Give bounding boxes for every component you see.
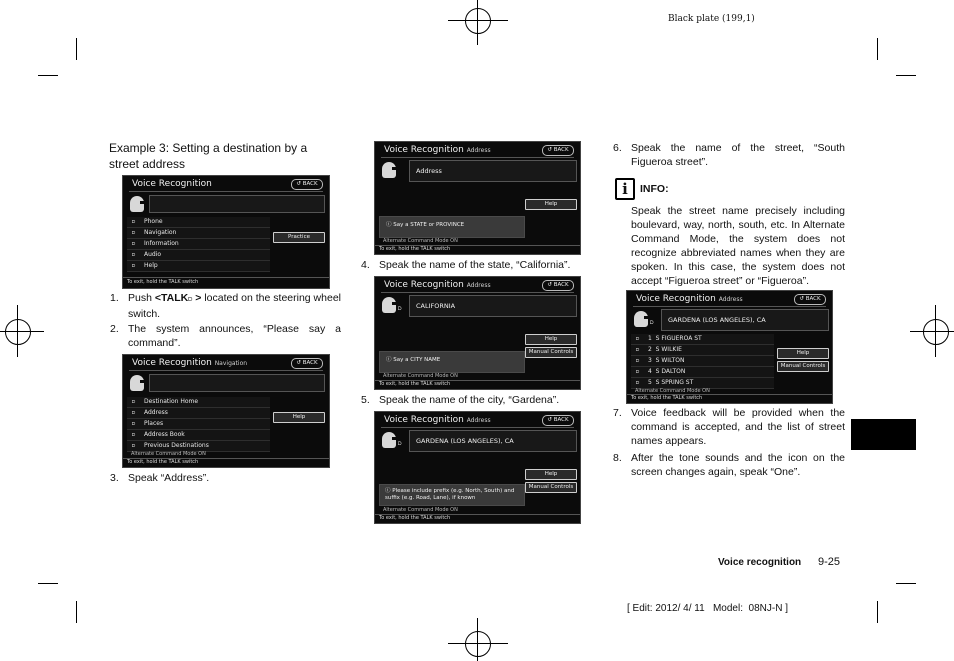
help-button[interactable]: Help — [525, 334, 577, 345]
voice-face-icon — [634, 311, 648, 327]
voice-command-icon: ⫐ — [636, 336, 640, 342]
input-field — [149, 374, 325, 392]
list-item[interactable]: ⫐ Destination Home — [127, 397, 270, 408]
screen-title: Voice Recognition — [384, 145, 464, 155]
alternate-mode-label: Alternate Command Mode ON — [383, 373, 458, 379]
plate-label: Black plate (199,1) — [668, 14, 755, 24]
voice-wave-icon: ⫐ — [398, 440, 402, 447]
list-item[interactable]: ⫐ Help — [127, 261, 270, 272]
alternate-mode-label: Alternate Command Mode ON — [383, 507, 458, 513]
alternate-mode-label: Alternate Command Mode ON — [131, 451, 206, 457]
voice-wave-icon: ⫐ — [398, 305, 402, 312]
exit-hint: To exit, hold the TALK switch — [379, 381, 451, 387]
street-list-item[interactable]: ⫐ 4 S DALTON — [631, 367, 774, 378]
exit-hint: To exit, hold the TALK switch — [379, 515, 451, 521]
voice-face-icon — [382, 162, 396, 178]
city-field: GARDENA (LOS ANGELES), CA — [409, 430, 577, 452]
back-button[interactable]: ↺ BACK — [542, 415, 574, 426]
help-button[interactable]: Help — [525, 199, 577, 210]
crop-mark-br-v — [877, 601, 878, 623]
city-field: GARDENA (LOS ANGELES), CA — [661, 309, 829, 331]
voice-face-icon — [382, 297, 396, 313]
prompt-message: ⓘ Say a CITY NAME — [379, 351, 525, 373]
alternate-mode-label: Alternate Command Mode ON — [383, 238, 458, 244]
list-item[interactable]: ⫐ Audio — [127, 250, 270, 261]
exit-hint: To exit, hold the TALK switch — [127, 459, 199, 465]
voice-face-icon — [130, 196, 144, 212]
crop-mark-br-h — [896, 583, 916, 584]
voice-face-icon — [382, 432, 396, 448]
voice-command-icon: ⫐ — [132, 443, 136, 449]
info-text: Speak the street name precisely including boulevard, way, north, south, etc. In Alternate Command Mode, the system does not recognize abbreviated names when they are spoken. In this case, the system does not accept “Figueroa street” or “Figueroa”. — [631, 205, 845, 287]
list-item[interactable]: ⫐ Phone — [127, 217, 270, 228]
info-label: INFO: — [640, 183, 669, 195]
footer-section-name: Voice recognition — [718, 557, 802, 568]
chapter-side-tab — [851, 419, 916, 450]
voice-command-icon: ⫐ — [636, 369, 640, 375]
alternate-mode-label: Alternate Command Mode ON — [635, 388, 710, 394]
help-button[interactable]: Help — [273, 412, 325, 423]
voice-command-icon: ⫐ — [636, 347, 640, 353]
screen-title: Voice Recognition — [384, 415, 464, 425]
voice-command-icon: ⫐ — [636, 380, 640, 386]
back-button[interactable]: ↺ BACK — [542, 145, 574, 156]
back-button[interactable]: ↺ BACK — [794, 294, 826, 305]
crop-mark-tl-v — [76, 38, 77, 60]
manual-controls-button[interactable]: Manual Controls — [525, 347, 577, 358]
prompt-message: ⓘ Please include prefix (e.g. North, South) and suffix (e.g. Road, Lane), if known — [379, 484, 525, 506]
address-field: Address — [409, 160, 577, 182]
info-icon: ⓘ — [385, 488, 391, 494]
back-button[interactable]: ↺ BACK — [291, 358, 323, 369]
voice-command-icon: ⫐ — [132, 263, 136, 269]
voice-command-icon: ⫐ — [132, 399, 136, 405]
voice-face-icon — [130, 375, 144, 391]
list-item[interactable]: ⫐ Address Book — [127, 430, 270, 441]
screen-voice-recognition-street-list: Voice Recognition Address ↺ BACK ⫐ GARDENA (LOS ANGELES), CA ⫐ 1 S FIGUEROA ST ⫐ 2 S WILKIE ⫐ 3 S WILTON ⫐ 4 S DALTON ⫐ 5 S SPRING ST Help Manual Controls Alternate Command Mode ON To exit, hold the TALK switch — [626, 290, 833, 404]
voice-command-icon: ⫐ — [132, 219, 136, 225]
edit-info: [ Edit: 2012/ 4/ 11 Model: 08NJ-N ] — [627, 603, 789, 614]
screen-title: Voice Recognition — [132, 358, 212, 368]
voice-command-icon: ⫐ — [132, 241, 136, 247]
list-item[interactable]: ⫐ Information — [127, 239, 270, 250]
state-field: CALIFORNIA — [409, 295, 577, 317]
manual-controls-button[interactable]: Manual Controls — [777, 361, 829, 372]
screen-title: Voice Recognition — [636, 294, 716, 304]
back-button[interactable]: ↺ BACK — [542, 280, 574, 291]
crop-mark-bl-h — [38, 583, 58, 584]
info-icon: i — [615, 178, 635, 200]
voice-command-icon: ⫐ — [132, 230, 136, 236]
practice-button[interactable]: Practice — [273, 232, 325, 243]
page-number: 9-25 — [818, 556, 841, 568]
screen-voice-recognition-city: Voice Recognition Address ↺ BACK ⫐ GARDENA (LOS ANGELES), CA Help Manual Controls ⓘ Please include prefix (e.g. North, South) and suffix (e.g. Road, Lane), if known Alternate Command Mode ON To exit, hold the TALK switch — [374, 411, 581, 524]
voice-command-icon: ⫐ — [132, 421, 136, 427]
list-item[interactable]: ⫐ Address — [127, 408, 270, 419]
voice-wave-icon: ⫐ — [650, 319, 654, 326]
back-button[interactable]: ↺ BACK — [291, 179, 323, 190]
list-item[interactable]: ⫐ Places — [127, 419, 270, 430]
crop-mark-tl-h — [38, 75, 58, 76]
crop-mark-tr-v — [877, 38, 878, 60]
info-icon: ⓘ — [386, 357, 392, 363]
crop-mark-tr-h — [896, 75, 916, 76]
screen-title: Voice Recognition — [132, 179, 212, 189]
exit-hint: To exit, hold the TALK switch — [379, 246, 451, 252]
screen-voice-recognition-address: Voice Recognition Address ↺ BACK Address Help ⓘ Say a STATE or PROVINCE Alternate Command Mode ON To exit, hold the TALK switch — [374, 141, 581, 255]
prompt-message: ⓘ Say a STATE or PROVINCE — [379, 216, 525, 238]
crop-mark-bl-v — [76, 601, 77, 623]
list-item[interactable]: ⫐ Navigation — [127, 228, 270, 239]
list-item[interactable]: ⫐ Previous Destinations — [127, 441, 270, 452]
section-title: Example 3: Setting a destination by a street address — [109, 141, 308, 171]
screen-voice-recognition-state: Voice Recognition Address ↺ BACK ⫐ CALIFORNIA Help Manual Controls ⓘ Say a CITY NAME Alternate Command Mode ON To exit, hold the TALK switch — [374, 276, 581, 390]
screen-title: Voice Recognition — [384, 280, 464, 290]
street-list-item[interactable]: ⫐ 1 S FIGUEROA ST — [631, 334, 774, 345]
help-button[interactable]: Help — [777, 348, 829, 359]
street-list-item[interactable]: ⫐ 3 S WILTON — [631, 356, 774, 367]
help-button[interactable]: Help — [525, 469, 577, 480]
exit-hint: To exit, hold the TALK switch — [127, 279, 199, 285]
screen-voice-recognition-navigation: Voice Recognition Navigation ↺ BACK ⫐ Destination Home ⫐ Address ⫐ Places ⫐ Address Book ⫐ Previous Destinations Help Alternate Command Mode ON To exit, hold the TALK switch — [122, 354, 330, 468]
voice-command-icon: ⫐ — [132, 410, 136, 416]
voice-command-icon: ⫐ — [636, 358, 640, 364]
info-icon: ⓘ — [386, 222, 392, 228]
manual-controls-button[interactable]: Manual Controls — [525, 482, 577, 493]
exit-hint: To exit, hold the TALK switch — [631, 395, 703, 401]
input-field — [149, 195, 325, 213]
talk-switch-icon: ⫐ — [188, 296, 193, 303]
street-list-item[interactable]: ⫐ 2 S WILKIE — [631, 345, 774, 356]
voice-command-icon: ⫐ — [132, 432, 136, 438]
street-list-item[interactable]: ⫐ 5 S SPRING ST — [631, 378, 774, 389]
screen-voice-recognition-main — [122, 175, 330, 289]
voice-command-icon: ⫐ — [132, 252, 136, 258]
